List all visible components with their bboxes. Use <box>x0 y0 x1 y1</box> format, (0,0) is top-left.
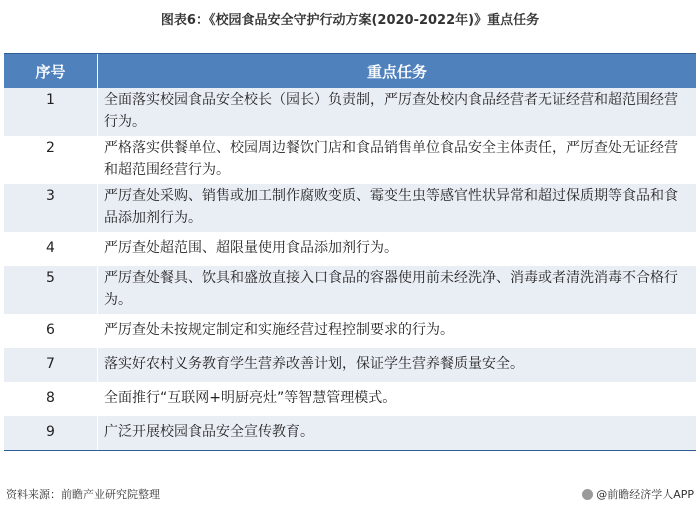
row-task: 全面落实校园食品安全校长（园长）负责制，严厉查处校内食品经营者无证经营和超范围经营行为。 <box>97 88 696 136</box>
table-row <box>4 232 696 266</box>
row-number: 1 <box>46 92 55 108</box>
source-note: 资料来源：前瞻产业研究院整理 <box>6 488 160 501</box>
table-row <box>4 184 696 232</box>
brand-credit <box>582 486 694 502</box>
brand-label: @前瞻经济学人APP <box>596 488 694 501</box>
header-number: 序号 <box>35 62 66 81</box>
qianzhan-logo-icon <box>582 489 593 500</box>
row-number: 5 <box>46 270 55 286</box>
row-task: 严格落实供餐单位、校园周边餐饮门店和食品销售单位食品安全主体责任，严厉查处无证经营和超范围经营行为。 <box>97 136 696 184</box>
row-number: 6 <box>46 322 55 338</box>
table-row <box>4 416 696 450</box>
row-task: 严厉查处餐具、饮具和盛放直接入口食品的容器使用前未经洗净、消毒或者清洗消毒不合格行为。 <box>97 266 696 314</box>
table-row <box>4 136 696 184</box>
row-number: 3 <box>46 188 55 204</box>
row-task: 落实好农村义务教育学生营养改善计划，保证学生营养餐质量安全。 <box>97 348 696 382</box>
table-row <box>4 314 696 348</box>
table-header-row <box>4 54 696 88</box>
table-row <box>4 348 696 382</box>
row-task: 严厉查处超范围、超限量使用食品添加剂行为。 <box>97 232 696 266</box>
row-number: 9 <box>46 424 55 440</box>
row-number: 7 <box>46 356 55 372</box>
table-row <box>4 382 696 416</box>
table-row <box>4 266 696 314</box>
row-number: 2 <box>46 140 55 156</box>
row-task: 严厉查处未按规定制定和实施经营过程控制要求的行为。 <box>97 314 696 348</box>
row-task: 严厉查处采购、销售或加工制作腐败变质、霉变生虫等感官性状异常和超过保质期等食品和食品添加剂行为。 <box>97 184 696 232</box>
task-table <box>4 53 696 451</box>
row-number: 8 <box>46 390 55 406</box>
figure-title: 图表6：《校园食品安全守护行动方案(2020-2022年)》重点任务 <box>160 13 540 28</box>
row-task: 广泛开展校园食品安全宣传教育。 <box>97 416 696 450</box>
header-task: 重点任务 <box>97 54 696 88</box>
row-task: 全面推行“互联网+明厨亮灶”等智慧管理模式。 <box>97 382 696 416</box>
table-row <box>4 88 696 136</box>
row-number: 4 <box>46 240 55 256</box>
